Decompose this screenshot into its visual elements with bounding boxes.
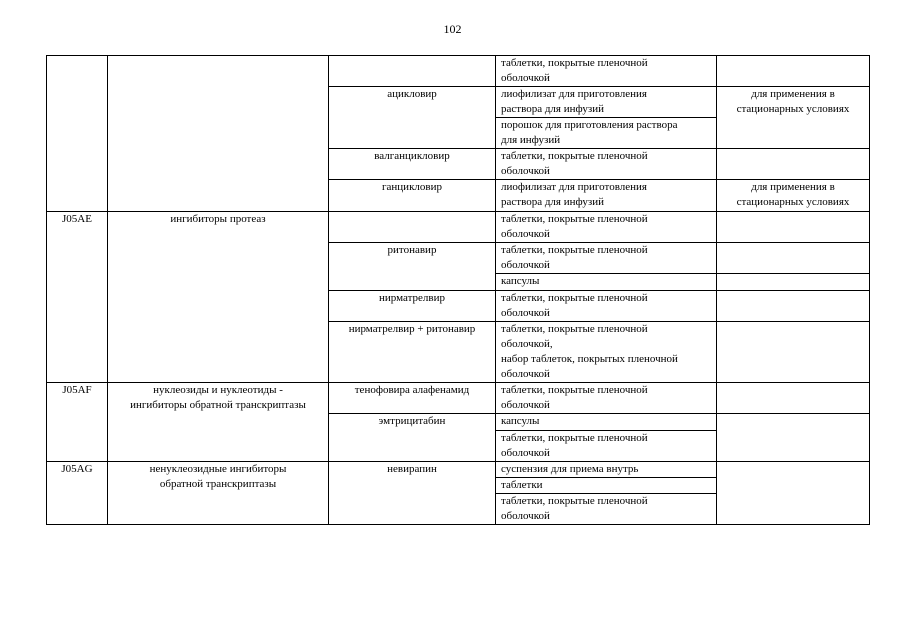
drug-name-cell: нирматрелвир + ритонавир xyxy=(329,322,496,383)
dosage-form-cell: таблетки, покрытые пленочной оболочкой xyxy=(496,291,717,322)
drug-name-cell: валганцикловир xyxy=(329,149,496,180)
note-cell xyxy=(717,462,870,525)
group-cell: ненуклеозидные ингибиторы обратной транскриптазы xyxy=(108,462,329,525)
drug-name-cell: невирапин xyxy=(329,462,496,525)
note-cell: для применения в стационарных условиях xyxy=(717,180,870,212)
drug-name-cell xyxy=(329,56,496,87)
dosage-form-cell: лиофилизат для приготовления раствора для инфузий xyxy=(496,87,717,118)
note-cell xyxy=(717,243,870,274)
code-cell: J05AG xyxy=(47,462,108,525)
drug-name-cell: ганцикловир xyxy=(329,180,496,212)
dosage-form-cell: таблетки xyxy=(496,478,717,494)
group-cell: нуклеозиды и нуклеотиды - ингибиторы обратной транскриптазы xyxy=(108,383,329,462)
group-cell: ингибиторы протеаз xyxy=(108,212,329,383)
note-cell xyxy=(717,149,870,180)
drug-name-cell: тенофовира алафенамид xyxy=(329,383,496,414)
dosage-form-cell: порошок для приготовления раствора для инфузий xyxy=(496,118,717,149)
note-cell xyxy=(717,212,870,243)
code-cell xyxy=(47,56,108,212)
drug-name-cell: ацикловир xyxy=(329,87,496,149)
table-row xyxy=(47,56,870,87)
dosage-form-cell: таблетки, покрытые пленочной оболочкой xyxy=(496,56,717,87)
dosage-form-cell: таблетки, покрытые пленочной оболочкой xyxy=(496,243,717,274)
note-cell xyxy=(717,56,870,87)
dosage-form-cell: таблетки, покрытые пленочной оболочкой xyxy=(496,431,717,462)
dosage-form-cell: таблетки, покрытые пленочной оболочкой xyxy=(496,212,717,243)
code-cell: J05AF xyxy=(47,383,108,462)
drug-name-cell: ритонавир xyxy=(329,243,496,291)
table-row xyxy=(47,212,870,243)
dosage-form-cell: таблетки, покрытые пленочной оболочкой, набор таблеток, покрытых пленочной оболочкой xyxy=(496,322,717,383)
dosage-form-cell: таблетки, покрытые пленочной оболочкой xyxy=(496,494,717,525)
drug-name-cell: эмтрицитабин xyxy=(329,414,496,462)
note-cell xyxy=(717,274,870,291)
note-cell: для применения в стационарных условиях xyxy=(717,87,870,149)
page-number: 102 xyxy=(443,22,462,36)
note-cell xyxy=(717,414,870,462)
dosage-form-cell: суспензия для приема внутрь xyxy=(496,462,717,478)
drug-table xyxy=(46,55,870,525)
dosage-form-cell: капсулы xyxy=(496,414,717,431)
dosage-form-cell: таблетки, покрытые пленочной оболочкой xyxy=(496,383,717,414)
table-row xyxy=(47,383,870,414)
dosage-form-cell: таблетки, покрытые пленочной оболочкой xyxy=(496,149,717,180)
note-cell xyxy=(717,383,870,414)
note-cell xyxy=(717,291,870,322)
drug-name-cell: нирматрелвир xyxy=(329,291,496,322)
code-cell: J05AE xyxy=(47,212,108,383)
note-cell xyxy=(717,322,870,383)
dosage-form-cell: лиофилизат для приготовления раствора для инфузий xyxy=(496,180,717,212)
table-row xyxy=(47,462,870,478)
drug-name-cell xyxy=(329,212,496,243)
group-cell xyxy=(108,56,329,212)
dosage-form-cell: капсулы xyxy=(496,274,717,291)
